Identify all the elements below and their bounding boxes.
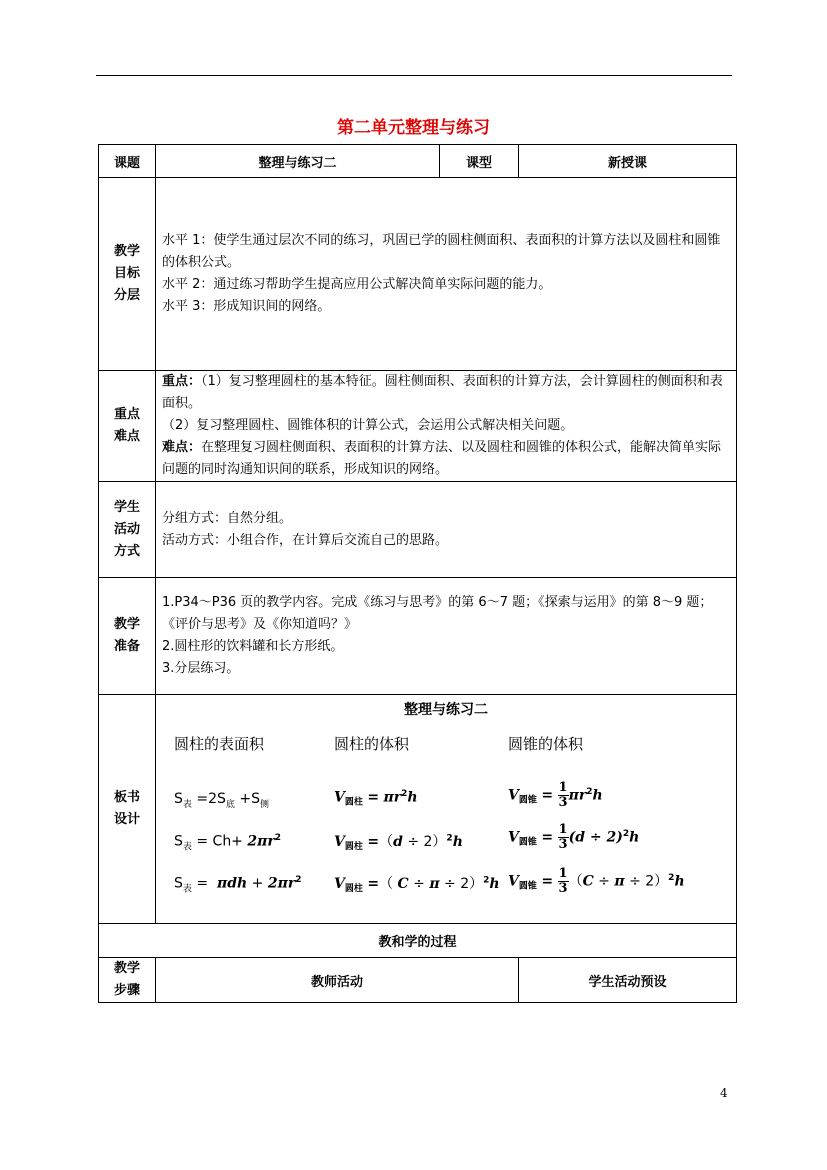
row-process-header [99, 924, 737, 958]
grouping-method: 分组方式：自然分组。 [162, 510, 293, 526]
student-activity-header: 学生活动预设 [519, 958, 737, 1003]
topic-value: 整理与练习二 [156, 145, 440, 178]
lesson-plan-table [98, 144, 737, 1003]
formula-surface-2: $S_表 = Ch+ 2\pi r^2$ [174, 833, 282, 853]
label-keypoints: 重点难点 [99, 371, 156, 482]
row-keypoints [99, 371, 737, 482]
preparation-content [156, 578, 737, 695]
formula-surface-1: $S_表 =2S_底 +S_侧$ [174, 791, 269, 810]
formula-cone-volume-1: $V_{圆锥}$ = $\frac{1}{3}$ $\pi r^2h$ [508, 780, 603, 810]
label-activity: 学生活动方式 [99, 482, 156, 578]
header-cone-volume: 圆锥的体积 [508, 735, 584, 753]
label-lesson-type: 课型 [440, 145, 519, 178]
key-point-1: 重点：（1）复习整理圆柱的基本特征。圆柱侧面积、表面积的计算方法，会计算圆柱的侧面积和表面积。 [162, 374, 723, 411]
row-board [99, 695, 737, 924]
board-content [156, 695, 737, 924]
objective-level-2: 水平 2：通过练习帮助学生提高应用公式解决简单实际问题的能力。 [162, 277, 552, 292]
label-board: 板书设计 [99, 695, 156, 924]
page-title: 第二单元整理与练习 [337, 118, 490, 138]
prep-item-1: 1.P34～P36 页的教学内容。完成《练习与思考》的第 6～7 题；《探索与运用》的第 8～9 题；《评价与思考》及《你知道吗？》 [162, 595, 713, 632]
prep-item-3: 3.分层练习。 [162, 661, 240, 676]
formula-cone-volume-3: $V_{圆锥}$ = $\frac{1}{3}$ $(C \div \pi \div 2)^2h$ [508, 866, 685, 896]
label-topic: 课题 [99, 145, 156, 178]
difficulty: 难点：在整理复习圆柱侧面积、表面积的计算方法、以及圆柱和圆锥的体积公式，能解决简单实际问题的同时沟通知识间的联系，形成知识的网络。 [162, 440, 722, 477]
header-cyl-surface: 圆柱的表面积 [174, 735, 265, 753]
row-steps [99, 958, 737, 1003]
objective-level-1: 水平 1：使学生通过层次不同的练习，巩固已学的圆柱侧面积、表面积的计算方法以及圆柱和圆锥的体积公式。 [162, 233, 721, 270]
objective-level-3: 水平 3：形成知识间的网络。 [162, 299, 331, 314]
teacher-activity-header: 教师活动 [156, 958, 519, 1003]
keypoints-content [156, 371, 737, 482]
row-preparation [99, 578, 737, 695]
label-objectives: 教学目标分层 [99, 178, 156, 371]
label-steps: 教学步骤 [99, 958, 156, 1003]
prep-item-2: 2.圆柱形的饮料罐和长方形纸。 [162, 639, 344, 654]
header-cyl-volume: 圆柱的体积 [334, 735, 410, 753]
activity-method: 活动方式：小组合作，在计算后交流自己的思路。 [162, 532, 449, 548]
objectives-content [156, 178, 737, 371]
activity-content [156, 482, 737, 578]
formula-cyl-volume-3: $V_{圆柱}$ =（ C ÷ π ÷ 2）$^2$h [334, 875, 500, 894]
page-number: 4 [720, 1086, 728, 1100]
row-topic [99, 145, 737, 178]
lesson-type-value: 新授课 [519, 145, 737, 178]
formula-cyl-volume-2: $V_{圆柱} =(d \div 2)^2h$ [334, 833, 463, 852]
label-preparation: 教学准备 [99, 578, 156, 695]
key-point-2: （2）复习整理圆柱、圆锥体积的计算公式，会运用公式解决相关问题。 [162, 418, 574, 433]
row-objectives [99, 178, 737, 371]
board-title: 整理与练习二 [404, 702, 488, 718]
row-activity [99, 482, 737, 578]
header-rule [96, 75, 732, 76]
process-header: 教和学的过程 [99, 924, 737, 958]
formula-cyl-volume-1: $V_{圆柱} = \pi r^2h$ [334, 789, 418, 808]
formula-cone-volume-2: $V_{圆锥}$ = $\frac{1}{3}$ $(d \div 2)^2h$ [508, 822, 640, 852]
formula-surface-3: $S_表 = \pi dh + 2\pi r^2$ [174, 875, 302, 895]
